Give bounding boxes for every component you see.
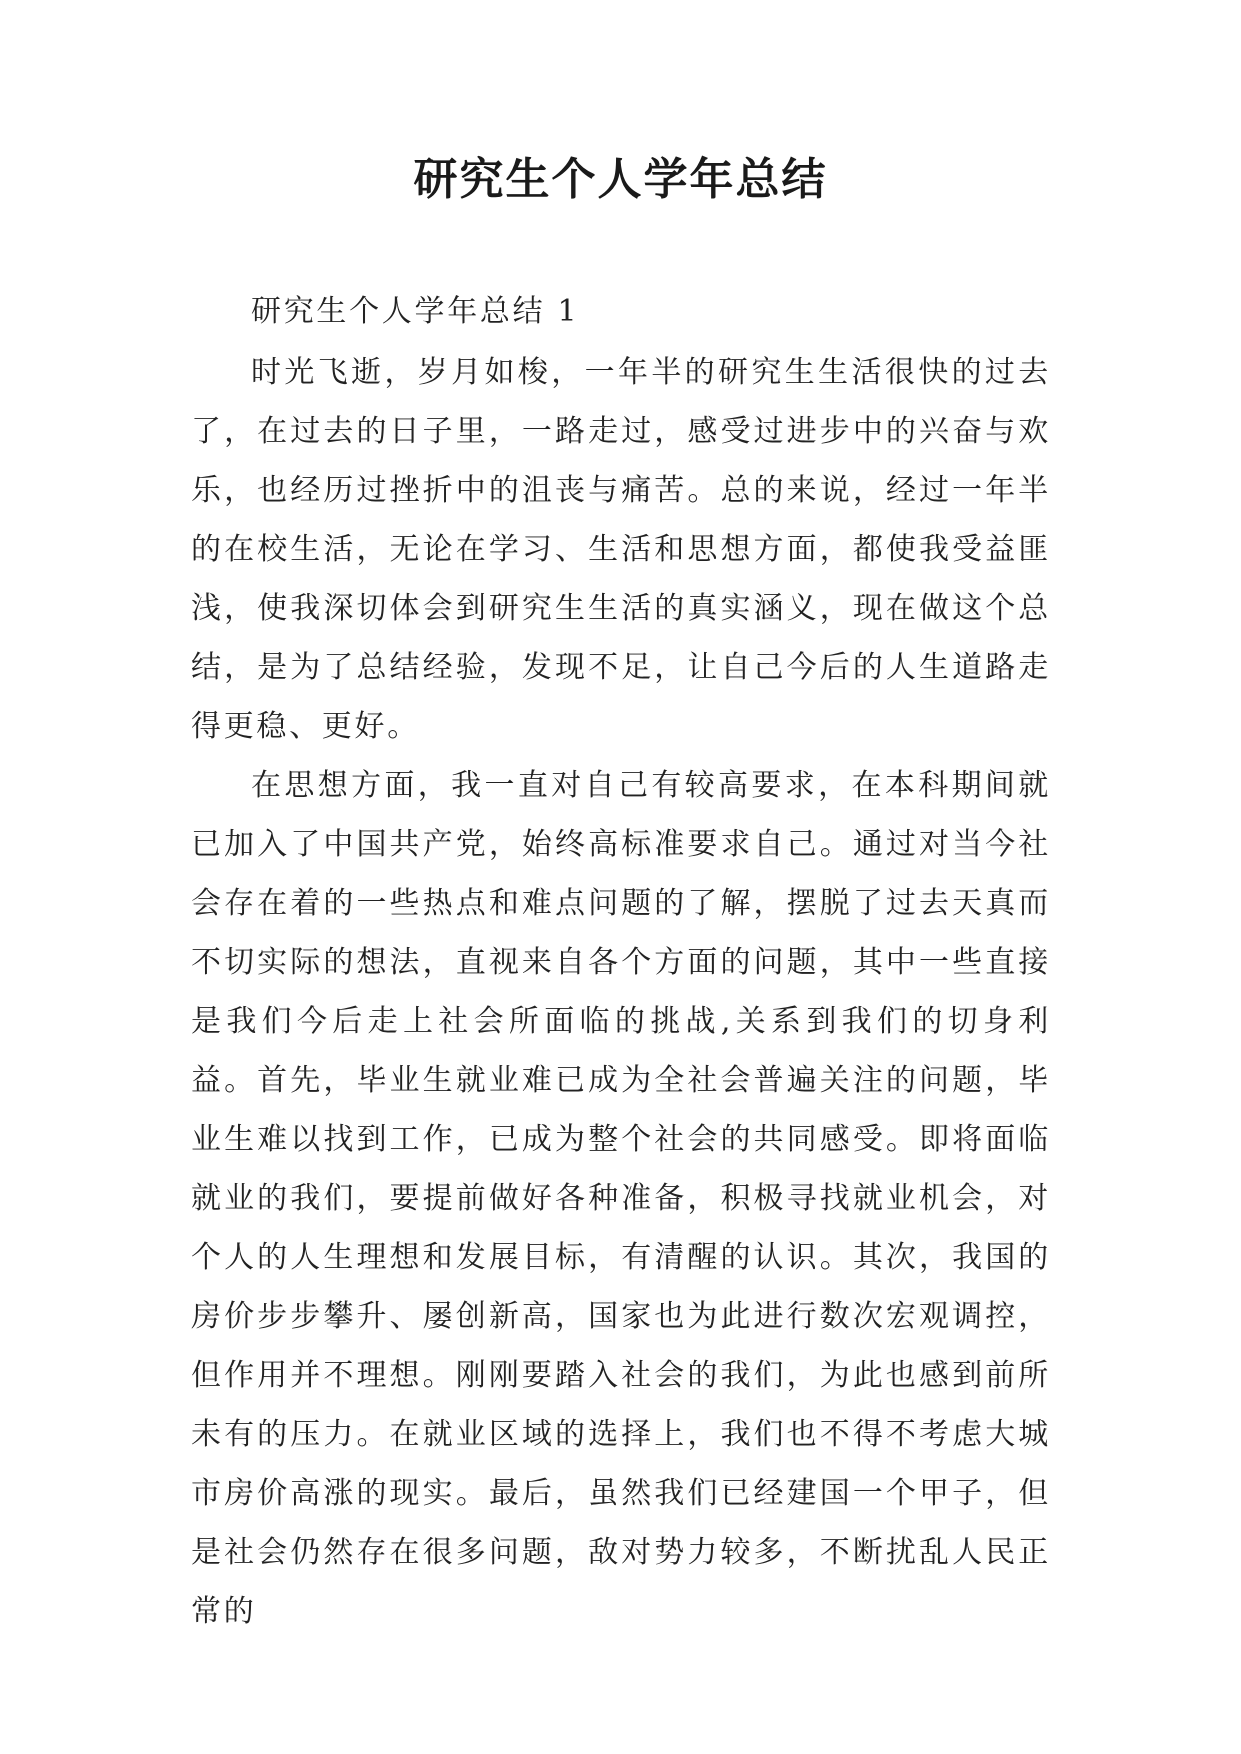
document-body <box>191 282 1051 1641</box>
paragraph-2: 在思想方面，我一直对自己有较高要求，在本科期间就已加入了中国共产党，始终高标准要求自己。通过对当今社会存在着的一些热点和难点问题的了解，摆脱了过去天真而不切实际的想法，直视来自各个方面的问题，其中一些直接是我们今后走上社会所面临的挑战,关系到我们的切身利益。首先，毕业生就业难已成为全社会普遍关注的问题，毕业生难以找到工作，已成为整个社会的共同感受。即将面临就业的我们，要提前做好各种准备，积极寻找就业机会，对个人的人生理想和发展目标，有清醒的认识。其次，我国的房价步步攀升、屡创新高，国家也为此进行数次宏观调控，但作用并不理想。刚刚要踏入社会的我们，为此也感到前所未有的压力。在就业区域的选择上，我们也不得不考虑大城市房价高涨的现实。最后，虽然我们已经建国一个甲子，但是社会仍然存在很多问题，敌对势力较多，不断扰乱人民正常的 <box>191 768 1051 1629</box>
document-title: 研究生个人学年总结 <box>413 154 828 205</box>
paragraph-1: 时光飞逝，岁月如梭，一年半的研究生生活很快的过去了，在过去的日子里，一路走过，感受过进步中的兴奋与欢乐，也经历过挫折中的沮丧与痛苦。总的来说，经过一年半的在校生活，无论在学习、生活和思想方面，都使我受益匪浅，使我深切体会到研究生生活的真实涵义，现在做这个总结，是为了总结经验，发现不足，让自己今后的人生道路走得更稳、更好。 <box>191 355 1051 744</box>
section-heading: 研究生个人学年总结 1 <box>251 294 580 329</box>
